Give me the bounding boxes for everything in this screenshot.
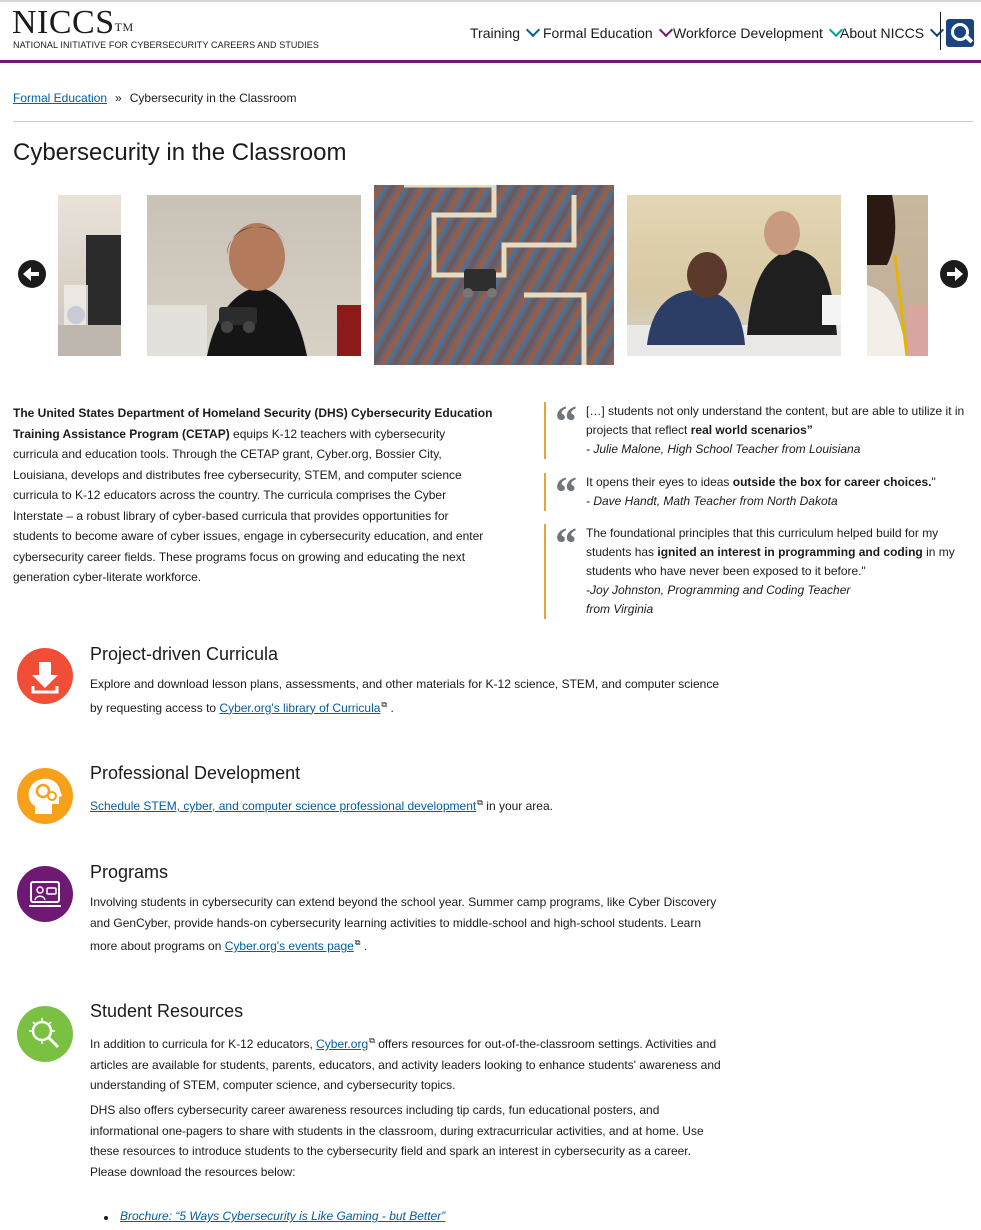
carousel-next-button[interactable] <box>940 260 968 288</box>
nav-divider <box>940 12 941 50</box>
student-photo <box>867 195 928 356</box>
logo-subtitle: NATIONAL INITIATIVE FOR CYBERSECURITY CAREERS AND STUDIES <box>13 40 319 50</box>
carousel-slide[interactable] <box>58 195 121 356</box>
quote-mark-icon: “ <box>555 519 577 568</box>
divider <box>13 121 973 122</box>
quote-emphasis: real world scenarios” <box>690 423 813 437</box>
section-text-resources-2: DHS also offers cybersecurity career awareness resources including tip cards, fun educational posters, and informational one-pagers to share with students in the classroom, during extracurricular activities, and at home. Use these resources to introduce students to the cybersecurity field and spark an interest in cybersecurity as a career. Please download the resources below: <box>90 1103 704 1179</box>
intro-bold: The United States Department of Homeland Security (DHS) Cybersecurity Education Training Assistance Program (CETAP) <box>13 406 493 441</box>
quote-mark-icon: “ <box>555 468 577 517</box>
section-title-prodev: Professional Development <box>90 763 301 783</box>
intro-text: equips K-12 teachers with cybersecurity curricula and education tools. Through the CETAP grant, Cyber.org, Bossier City, Louisiana, develops and distributes free cybersecurity, STEM, and computer science curricula to K-12 educators across the country. The curricula comprises the Cyber Interstate – a robust library of cyber-based curricula that provides opportunities for students to become aware of cyber issues, engage in cybersecurity education, and enter cybersecurity career fields. These programs focus on growing and educating the next generation cyber-literate workforce. <box>13 426 484 584</box>
quote-text: […] students not only understand the content, but are able to utilize it in projects that reflect <box>586 404 965 437</box>
search-button[interactable] <box>946 19 974 47</box>
external-link-icon: ⧉ <box>477 798 483 807</box>
carousel-slide[interactable] <box>627 195 841 356</box>
quote-emphasis: outside the box for career choices. <box>732 475 932 489</box>
nav-training-label: Training <box>470 25 521 41</box>
testimonial-quote <box>544 397 971 459</box>
section-title-resources: Student Resources <box>90 1001 244 1021</box>
programs-text: Involving students in cybersecurity can extend beyond the school year. Summer camp programs, like Cyber Discovery and GenCyber, provide hands-on cybersecurity learning activities to middle-school and high-school students. Learn more about programs on <box>90 895 717 953</box>
quote-emphasis: ignited an interest in programming and coding <box>657 545 923 559</box>
curricula-text: Explore and download lesson plans, assessments, and other materials for K-12 science, STEM, and computer science by requesting access to <box>90 677 719 715</box>
niccs-logo[interactable] <box>12 4 134 42</box>
quote-text-end: " <box>931 475 936 489</box>
nav-about-niccs-label: About NICCS <box>840 25 925 41</box>
quote-text: It opens their eyes to ideas <box>586 475 733 489</box>
prodev-after: in your area. <box>482 799 553 813</box>
breadcrumb-current: Cybersecurity in the Classroom <box>129 91 297 105</box>
curricula-after: . <box>387 700 394 715</box>
nav-workforce-development[interactable] <box>673 22 841 44</box>
resources-text-post: offers resources for out-of-the-classroom settings. Activities and articles are available for students, parents, educators, and activity leaders looking to enhance students' awareness and understanding of STEM, computer science, and cybersecurity topics. <box>90 1037 721 1092</box>
breadcrumb-separator: » <box>115 91 122 105</box>
testimonial-quote <box>544 519 971 619</box>
breadcrumb <box>13 91 296 105</box>
events-page-link[interactable]: Cyber.org's events page <box>224 939 354 953</box>
nav-formal-education[interactable] <box>543 22 671 44</box>
testimonial-quote <box>544 468 971 517</box>
brochure-link[interactable]: Brochure: “5 Ways Cybersecurity is Like Gaming - but Better” <box>120 1209 446 1223</box>
logo-trademark: TM <box>114 20 134 34</box>
intro-paragraph <box>13 403 493 588</box>
quote-text-end: in my students who have never been exposed to it before." <box>586 545 955 578</box>
list-item <box>106 1209 445 1223</box>
nav-about-niccs[interactable] <box>840 22 942 44</box>
programs-after: . <box>360 939 368 953</box>
quote-mark-icon: “ <box>555 397 577 446</box>
section-text-programs <box>90 892 730 957</box>
site-header <box>0 2 981 63</box>
section-text-curricula <box>90 674 730 718</box>
classroom-photo <box>58 195 121 356</box>
nav-formal-education-label: Formal Education <box>543 25 653 41</box>
breadcrumb-link-formal-education[interactable]: Formal Education <box>13 91 108 105</box>
quote-attribution-location: from Virginia <box>586 602 654 616</box>
page-title: Cybersecurity in the Classroom <box>13 139 347 166</box>
section-text-prodev <box>90 793 730 817</box>
prodev-schedule-link[interactable]: Schedule STEM, cyber, and computer science professional development <box>90 799 477 813</box>
chevron-down-icon <box>930 23 944 37</box>
nav-training[interactable] <box>470 22 538 44</box>
teacher-with-robot-photo <box>147 195 361 356</box>
chevron-down-icon <box>526 23 540 37</box>
external-link-icon: ⧉ <box>381 699 388 709</box>
carousel-prev-button[interactable] <box>18 260 46 288</box>
magnifier-icon <box>17 1006 73 1062</box>
cyber-org-link[interactable]: Cyber.org <box>316 1037 369 1051</box>
carousel-slide-active[interactable] <box>374 185 614 365</box>
section-title-curricula: Project-driven Curricula <box>90 644 279 664</box>
quote-text: The foundational principles that this curriculum helped build for my students has <box>586 526 939 559</box>
logo-text: NICCS <box>12 4 115 41</box>
nav-workforce-development-label: Workforce Development <box>673 25 823 41</box>
carousel-slide[interactable] <box>867 195 928 356</box>
external-link-icon: ⧉ <box>369 1036 375 1045</box>
download-icon <box>17 648 73 704</box>
chevron-down-icon <box>659 23 673 37</box>
resources-text-pre: In addition to curricula for K-12 educators, <box>90 1037 317 1051</box>
external-link-icon: ⧉ <box>354 938 361 947</box>
presentation-icon <box>17 866 73 922</box>
section-title-programs: Programs <box>90 862 169 882</box>
robot-on-carpet-photo <box>374 185 614 365</box>
gears-head-icon <box>17 768 73 824</box>
curricula-library-link[interactable]: Cyber.org's library of Curricula <box>219 700 381 715</box>
teachers-working-photo <box>627 195 841 356</box>
carousel-slide[interactable] <box>147 195 361 356</box>
quote-attribution: - Dave Handt, Math Teacher from North Dakota <box>586 494 838 508</box>
quote-attribution: - Julie Malone, High School Teacher from Louisiana <box>586 442 861 456</box>
quote-attribution: -Joy Johnston, Programming and Coding Teacher <box>586 583 851 597</box>
section-text-resources <box>90 1031 730 1096</box>
